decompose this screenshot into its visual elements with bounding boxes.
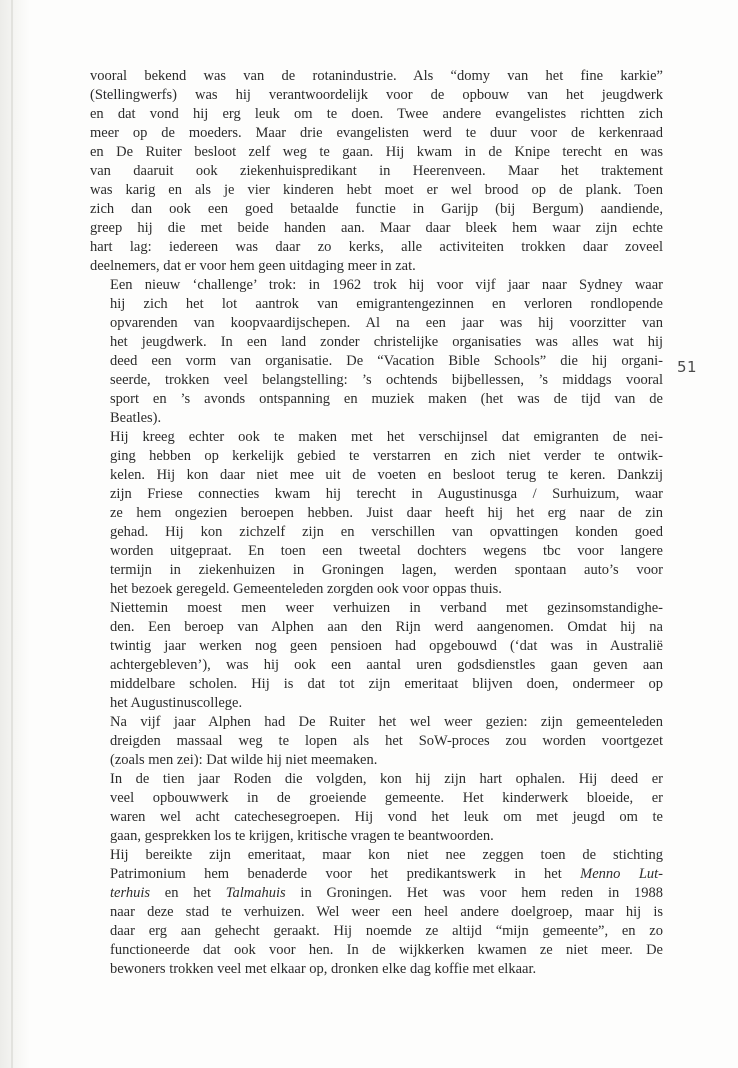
binding-gutter <box>0 0 30 1068</box>
paragraph <box>90 599 663 713</box>
text-line: deed een vorm van organisatie. De “Vacation Bible Schools” die hij organi- <box>110 353 663 369</box>
text-line: veel opbouwwerk in de groeiende gemeente. Het kinderwerk bloeide, er <box>110 790 663 806</box>
text-line: opvarenden van koopvaardijschepen. Al na een jaar was hij voorzitter van <box>110 315 663 331</box>
paragraph <box>90 428 663 599</box>
paragraph <box>90 713 663 770</box>
text-line: functioneerde dat ook voor hen. In de wijkkerken kwamen ze niet meer. De <box>110 942 663 958</box>
text-line: waren wel acht catechesegroepen. Hij vond het leuk om met jeugd om te <box>110 809 663 825</box>
text-line: het bezoek geregeld. Gemeenteleden zorgden ook voor oppas thuis. <box>110 581 502 597</box>
text-line: ging hebben op kerkelijk gebied te verstarren en zich niet verder te ontwik- <box>110 448 663 464</box>
page-number: 51 <box>677 358 698 376</box>
text-line: terhuis en het Talmahuis in Groningen. Het was voor hem reden in 1988 <box>110 885 663 901</box>
text-line: gehad. Hij kon zichzelf zijn en verschillen van opvattingen konden goed <box>110 524 663 540</box>
text-line: meer op de moeders. Maar drie evangelisten werd te duur voor de kerkenraad <box>90 125 663 141</box>
text-line: en De Ruiter besloot zelf weg te gaan. Hij kwam in de Knipe terecht en was <box>90 144 663 160</box>
text-line: dreigden massaal weg te lopen als het SoW-proces zou worden voortgezet <box>110 733 663 749</box>
text-line: en dat vond hij erg leuk om te doen. Twee andere evangelistes richtten zich <box>90 106 663 122</box>
text-line: Niettemin moest men weer verhuizen in verband met gezinsomstandighe- <box>110 600 663 616</box>
text-line: gaan, gesprekken los te krijgen, kritische vragen te beantwoorden. <box>110 828 494 844</box>
text-line: seerde, trokken veel belangstelling: ’s ochtends bijbellessen, ’s middags vooral <box>110 372 663 388</box>
text-line: (zoals men zei): Dat wilde hij niet meemaken. <box>110 752 378 768</box>
text-line: vooral bekend was van de rotanindustrie. Als “domy van het fine karkie” <box>90 68 663 84</box>
text-line: kelen. Hij kon daar niet mee uit de voeten en besloot terug te keren. Dankzij <box>110 467 663 483</box>
text-line: greep hij die met beide handen aan. Maar daar bleek hem waar zijn echte <box>90 220 663 236</box>
body-text <box>90 67 663 979</box>
paragraph <box>90 846 663 979</box>
text-line: zijn Friese connecties kwam hij terecht in Augustinusga / Surhuizum, waar <box>110 486 663 502</box>
text-line: Patrimonium hem benaderde voor het predikantswerk in het Menno Lut- <box>110 866 663 882</box>
text-line: (Stellingwerfs) was hij verantwoordelijk voor de opbouw van het jeugdwerk <box>90 87 663 103</box>
text-line: achtergebleven’), was hij ook een aantal uren godsdienstles gaan geven aan <box>110 657 663 673</box>
text-line: het Augustinuscollege. <box>110 695 243 711</box>
paragraph <box>90 67 663 276</box>
paragraph <box>90 276 663 428</box>
text-line: was karig en als je vier kinderen hebt moet er wel brood op de plank. Toen <box>90 182 663 198</box>
text-line: ze hem ongezien beroepen hebben. Juist daar heeft hij het erg naar de zin <box>110 505 663 521</box>
paragraph <box>90 770 663 846</box>
text-line: twintig jaar werken nog geen pensioen had opgebouwd (‘dat was in Australië <box>110 638 663 654</box>
text-line: bewoners trokken veel met elkaar op, dronken elke dag koffie met elkaar. <box>110 961 537 977</box>
text-line: In de tien jaar Roden die volgden, kon hij zijn hart ophalen. Hij deed er <box>110 771 663 787</box>
text-line: termijn in ziekenhuizen in Groningen lagen, werden spontaan auto’s voor <box>110 562 663 578</box>
text-line: van daaruit ook ziekenhuispredikant in Heerenveen. Maar het traktement <box>90 163 663 179</box>
text-line: worden uitgepraat. En toen een tweetal dochters wegens tbc voor langere <box>110 543 663 559</box>
text-line: middelbare scholen. Hij is dat tot zijn emeritaat blijven doen, ondermeer op <box>110 676 663 692</box>
text-line: daar erg aan gehecht geraakt. Hij noemde ze altijd “mijn gemeente”, en zo <box>110 923 663 939</box>
binding-edge-line <box>11 0 13 1068</box>
text-line: Hij bereikte zijn emeritaat, maar kon niet nee zeggen toen de stichting <box>110 847 663 863</box>
text-line: hart lag: iedereen was daar zo kerks, alle activiteiten trokken daar zoveel <box>90 239 663 255</box>
text-line: Een nieuw ‘challenge’ trok: in 1962 trok hij voor vijf jaar naar Sydney waar <box>110 277 663 293</box>
text-line: deelnemers, dat er voor hem geen uitdaging meer in zat. <box>90 258 416 274</box>
text-line: Hij kreeg echter ook te maken met het verschijnsel dat emigranten de nei- <box>110 429 663 445</box>
text-line: Beatles). <box>110 410 162 426</box>
text-line: den. Een beroep van Alphen aan den Rijn werd aangenomen. Omdat hij na <box>110 619 663 635</box>
text-line: Na vijf jaar Alphen had De Ruiter het wel weer gezien: zijn gemeenteleden <box>110 714 663 730</box>
text-line: zich dan ook een goed betaalde functie in Garijp (bij Bergum) aandiende, <box>90 201 663 217</box>
text-line: het jeugdwerk. In een land zonder christelijke organisaties was alles wat hij <box>110 334 663 350</box>
text-line: hij zich het lot aantrok van emigrantengezinnen en verloren rondlopende <box>110 296 663 312</box>
text-line: naar deze stad te verhuizen. Wel weer een heel andere doelgroep, maar hij is <box>110 904 663 920</box>
text-line: sport en ’s avonds ontspanning en muziek maken (het was de tijd van de <box>110 391 663 407</box>
